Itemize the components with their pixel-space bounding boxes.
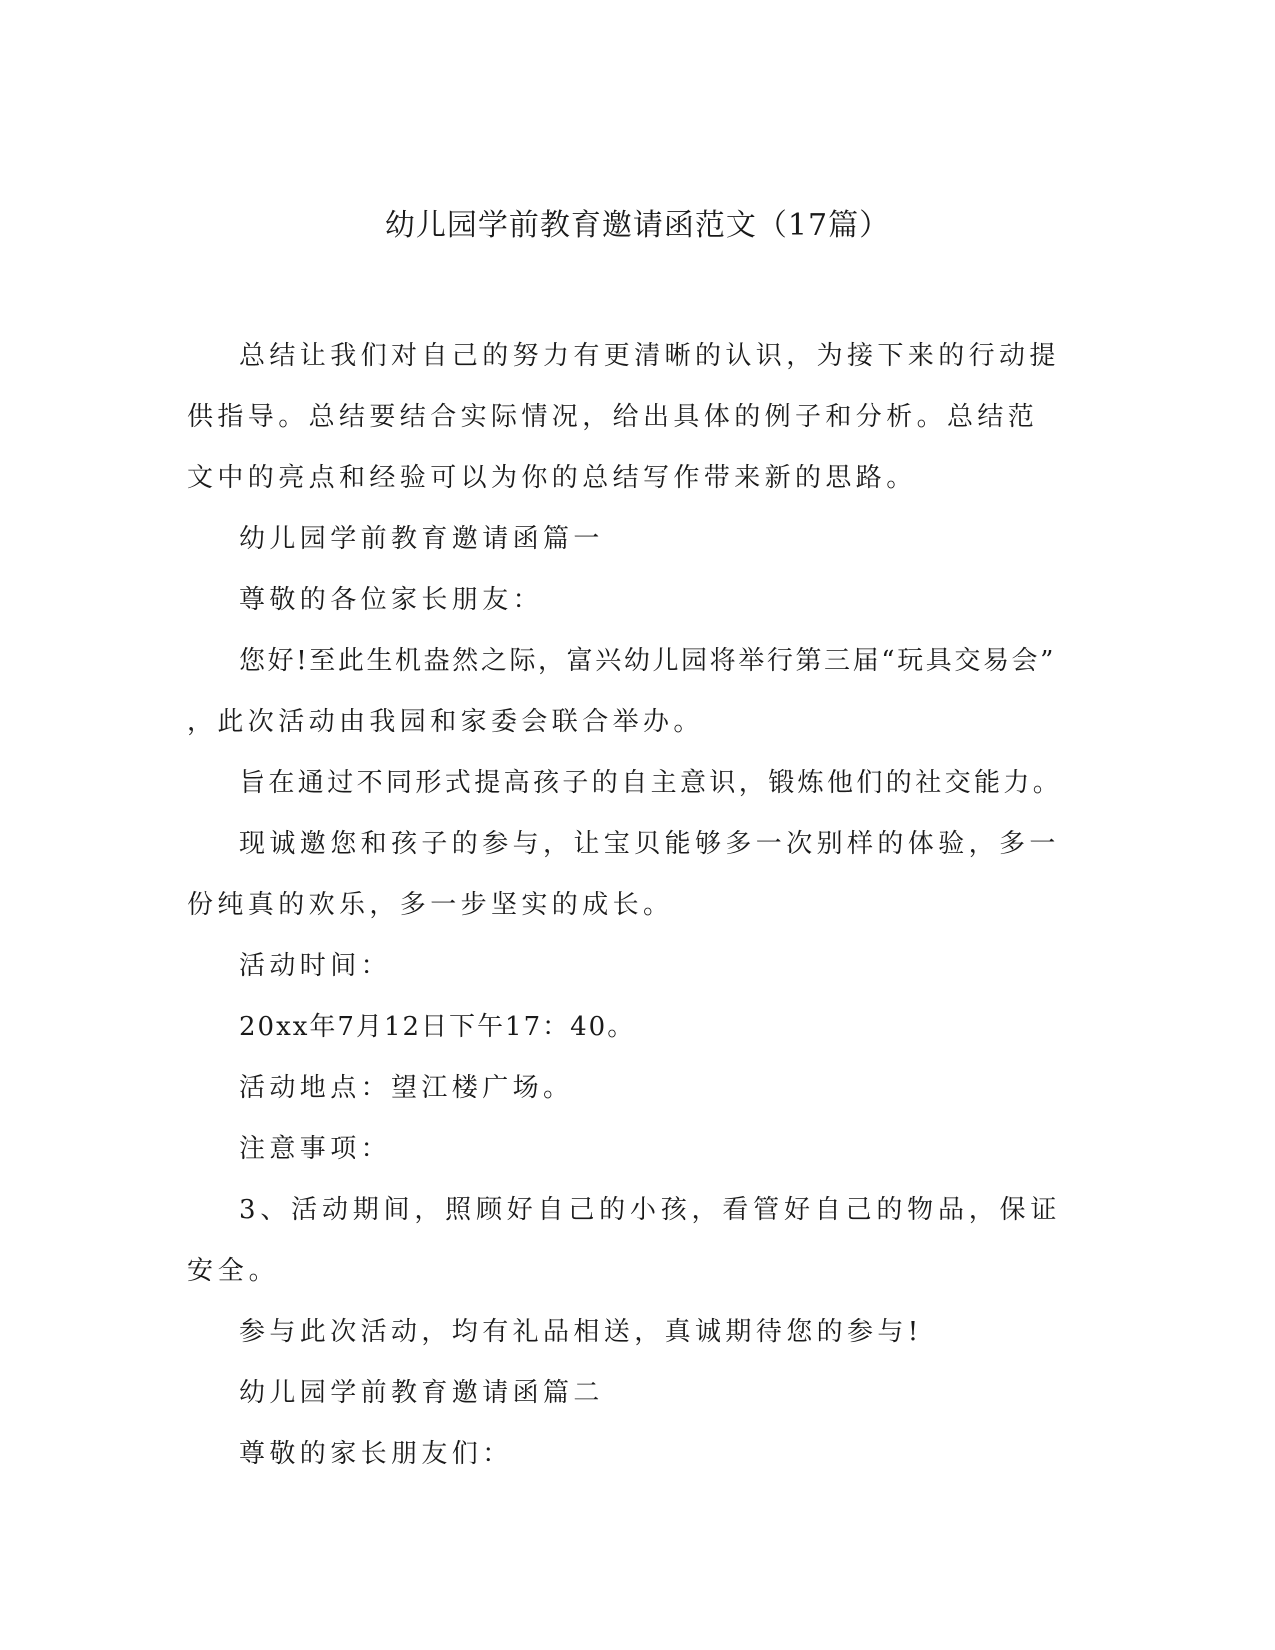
paragraph: 现诚邀您和孩子的参与，让宝贝能够多一次别样的体验，多一份纯真的欢乐，多一步坚实的成长。	[187, 829, 1060, 920]
event-time-label: 活动时间：	[239, 951, 392, 981]
intro-paragraph: 总结让我们对自己的努力有更清晰的认识，为接下来的行动提供指导。总结要结合实际情况，给出具体的例子和分析。总结范文中的亮点和经验可以为你的总结写作带来新的思路。	[187, 341, 1060, 493]
document-body	[187, 326, 1067, 1485]
event-time-value: 20xx年7月12日下午17：40。	[239, 1012, 636, 1042]
paragraph-line: 您好!至此生机盎然之际，富兴幼儿园将举行第三届“玩具交易会”	[239, 646, 1057, 676]
note-item: 3、活动期间，照顾好自己的小孩，看管好自己的物品，保证安全。	[187, 1195, 1062, 1286]
document-title: 幼儿园学前教育邀请函范文（17篇）	[384, 208, 891, 243]
paragraph-line: ，此次活动由我园和家委会联合举办。	[187, 707, 704, 737]
paragraph: 旨在通过不同形式提高孩子的自主意识，锻炼他们的社交能力。	[239, 768, 1063, 798]
greeting-2: 尊敬的家长朋友们：	[239, 1439, 513, 1469]
event-place: 活动地点：望江楼广场。	[239, 1073, 574, 1103]
greeting-1: 尊敬的各位家长朋友：	[239, 585, 544, 615]
section-heading-1: 幼儿园学前教育邀请函篇一	[239, 524, 604, 554]
gift-paragraph: 参与此次活动，均有礼品相送，真诚期待您的参与!	[239, 1317, 923, 1347]
notes-label: 注意事项：	[239, 1134, 392, 1164]
section-heading-2: 幼儿园学前教育邀请函篇二	[239, 1378, 604, 1408]
